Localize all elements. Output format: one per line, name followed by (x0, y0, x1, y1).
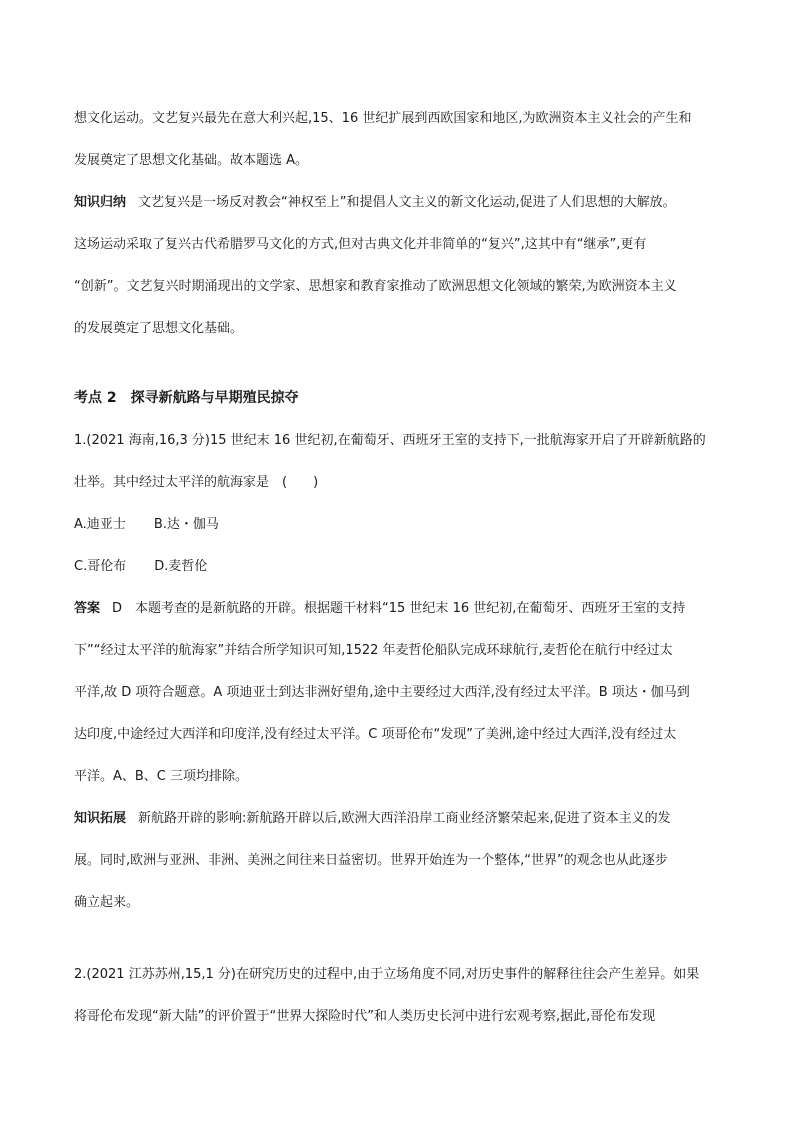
paragraph-line: “创新”。文艺复兴时期涌现出的文学家、思想家和教育家推动了欧洲思想文化领域的繁荣,为欧洲资本主义 (74, 279, 677, 294)
paragraph-text: 文艺复兴是一场反对教会“神权至上”和提倡人文主义的新文化运动,促进了人们思想的大解放。 (138, 195, 676, 210)
question-2-stem: 将哥伦布发现“新大陆”的评价置于“世界大探险时代”和人类历史长河中进行宏观考察,据此,哥伦布发现 (74, 1009, 656, 1024)
knowledge-summary-label: 知识归纳 (74, 195, 127, 210)
paragraph-text: 新航路开辟的影响:新航路开辟以后,欧洲大西洋沿岸工商业经济繁荣起来,促进了资本主义的发 (138, 811, 671, 826)
knowledge-summary (74, 194, 734, 212)
paragraph-line: 平洋。A、B、C 三项均排除。 (74, 769, 249, 784)
answer (74, 600, 734, 618)
answer-text: D 本题考查的是新航路的开辟。根据题干材料“15 世纪末 16 世纪初,在葡萄牙、西班牙王室的支持 (112, 601, 686, 616)
option-b: B.达・伽马 (153, 517, 219, 532)
question-1-stem: 1.(2021 海南,16,3 分)15 世纪末 16 世纪初,在葡萄牙、西班牙王室的支持下,一批航海家开启了开辟新航路的 (74, 433, 706, 448)
paragraph-line: 展。同时,欧洲与亚洲、非洲、美洲之间往来日益密切。世界开始连为一个整体,“世界”的观念也从此逐步 (74, 853, 668, 868)
paragraph-line: 确立起来。 (74, 895, 140, 910)
paragraph-line: 的发展奠定了思想文化基础。 (74, 321, 244, 336)
option-c: C.哥伦布 (74, 559, 127, 574)
question-2-stem: 2.(2021 江苏苏州,15,1 分)在研究历史的过程中,由于立场角度不同,对历史事件的解释往往会产生差异。如果 (74, 967, 700, 982)
knowledge-extension (74, 810, 734, 828)
paragraph-line: 达印度,中途经过大西洋和印度洋,没有经过太平洋。C 项哥伦布“发现”了美洲,途中经过大西洋,没有经过太 (74, 727, 677, 742)
paragraph-line: 这场运动采取了复兴古代希腊罗马文化的方式,但对古典文化并非简单的“复兴”,这其中有“继承”,更有 (74, 237, 647, 252)
paragraph-line: 发展奠定了思想文化基础。故本题选 A。 (74, 153, 309, 168)
option-a: A.迪亚士 (74, 517, 126, 532)
knowledge-extension-label: 知识拓展 (74, 811, 127, 826)
option-d: D.麦哲伦 (154, 559, 208, 574)
question-1-options-row (74, 558, 734, 576)
paragraph-line: 下”“经过太平洋的航海家”并结合所学知识可知,1522 年麦哲伦船队完成环球航行,麦哲伦在航行中经过太 (74, 643, 673, 658)
answer-label: 答案 (74, 601, 101, 616)
question-1-options-row (74, 516, 734, 534)
paragraph-line: 平洋,故 D 项符合题意。A 项迪亚士到达非洲好望角,途中主要经过大西洋,没有经过太平洋。B 项达・伽马到 (74, 685, 690, 700)
question-1-stem: 壮举。其中经过太平洋的航海家是 ( ) (74, 475, 319, 490)
section-heading: 考点 2 探寻新航路与早期殖民掠夺 (74, 390, 299, 406)
paragraph-line: 想文化运动。文艺复兴最先在意大利兴起,15、16 世纪扩展到西欧国家和地区,为欧洲资本主义社会的产生和 (74, 111, 692, 126)
